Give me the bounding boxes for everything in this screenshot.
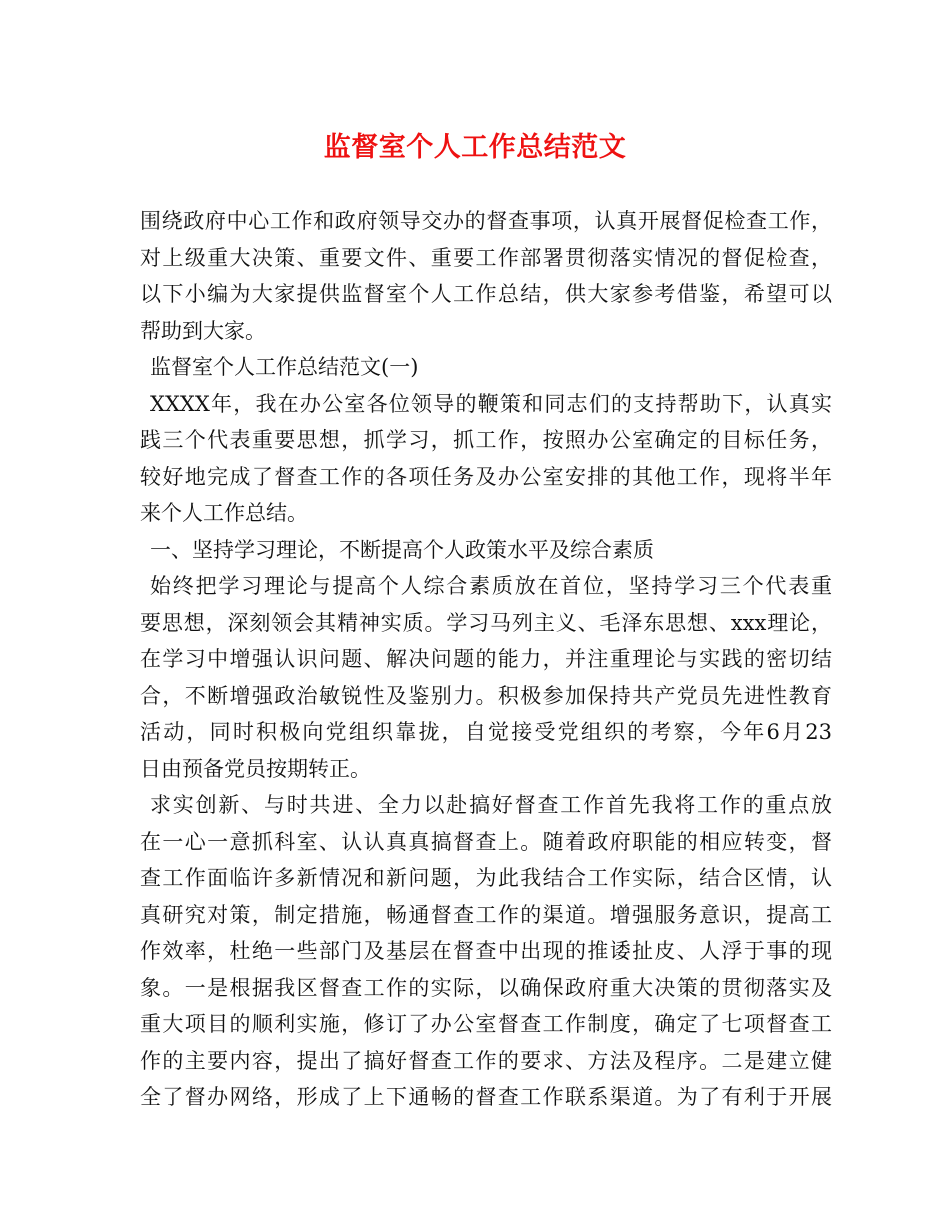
text-line: 活动，同时积极向党组织靠拢，自觉接受党组织的考察，今年6月23: [140, 720, 832, 744]
text-line: 作的主要内容，提出了搞好督查工作的要求、方法及程序。二是建立健: [140, 1048, 832, 1073]
document-body: [140, 203, 832, 1116]
text-line: 查工作面临许多新情况和新问题，为此我结合工作实际，结合区情，认: [140, 866, 832, 890]
text-line: 一、坚持学习理论，不断提高个人政策水平及综合素质: [150, 537, 654, 562]
text-line: 践三个代表重要思想，抓学习，抓工作，按照办公室确定的目标任务，: [140, 428, 832, 452]
document-title: 监督室个人工作总结范文: [323, 132, 627, 163]
text-line: 始终把学习理论与提高个人综合素质放在首位，坚持学习三个代表重: [150, 574, 832, 598]
text-line: 帮助到大家。: [140, 318, 266, 343]
text-line: 在学习中增强认识问题、解决问题的能力，并注重理论与实践的密切结: [140, 647, 832, 671]
text-line: XXXX年，我在办公室各位领导的鞭策和同志们的支持帮助下，认真实: [150, 391, 832, 416]
text-line: 全了督办网络，形成了上下通畅的督查工作联系渠道。为了有利于开展: [140, 1085, 832, 1109]
text-line: 求实创新、与时共进、全力以赴搞好督查工作首先我将工作的重点放: [150, 793, 832, 817]
text-line: 要思想，深刻领会其精神实质。学习马列主义、毛泽东思想、xxx理论，: [140, 610, 832, 635]
text-line: 监督室个人工作总结范文(一): [150, 355, 419, 379]
text-line: 象。一是根据我区督查工作的实际，以确保政府重大决策的贯彻落实及: [140, 975, 832, 1000]
text-line: 合，不断增强政治敏锐性及鉴别力。积极参加保持共产党员先进性教育: [140, 683, 832, 708]
text-line: 以下小编为大家提供监督室个人工作总结，供大家参考借鉴，希望可以: [140, 282, 832, 306]
text-line: 重大项目的顺利实施，修订了办公室督查工作制度，确定了七项督查工: [140, 1012, 832, 1036]
text-line: 日由预备党员按期转正。: [140, 756, 371, 781]
text-line: 较好地完成了督查工作的各项任务及办公室安排的其他工作，现将半年: [140, 464, 832, 489]
text-line: 来个人工作总结。: [140, 501, 308, 525]
text-line: 在一心一意抓科室、认认真真搞督查上。随着政府职能的相应转变，督: [140, 829, 832, 854]
text-line: 对上级重大决策、重要文件、重要工作部署贯彻落实情况的督促检查，: [140, 245, 832, 270]
text-line: 真研究对策，制定措施，畅通督查工作的渠道。增强服务意识，提高工: [140, 902, 832, 927]
text-line: 作效率，杜绝一些部门及基层在督查中出现的推诿扯皮、人浮于事的现: [140, 939, 832, 963]
text-line: 围绕政府中心工作和政府领导交办的督查事项，认真开展督促检查工作，: [140, 209, 832, 233]
